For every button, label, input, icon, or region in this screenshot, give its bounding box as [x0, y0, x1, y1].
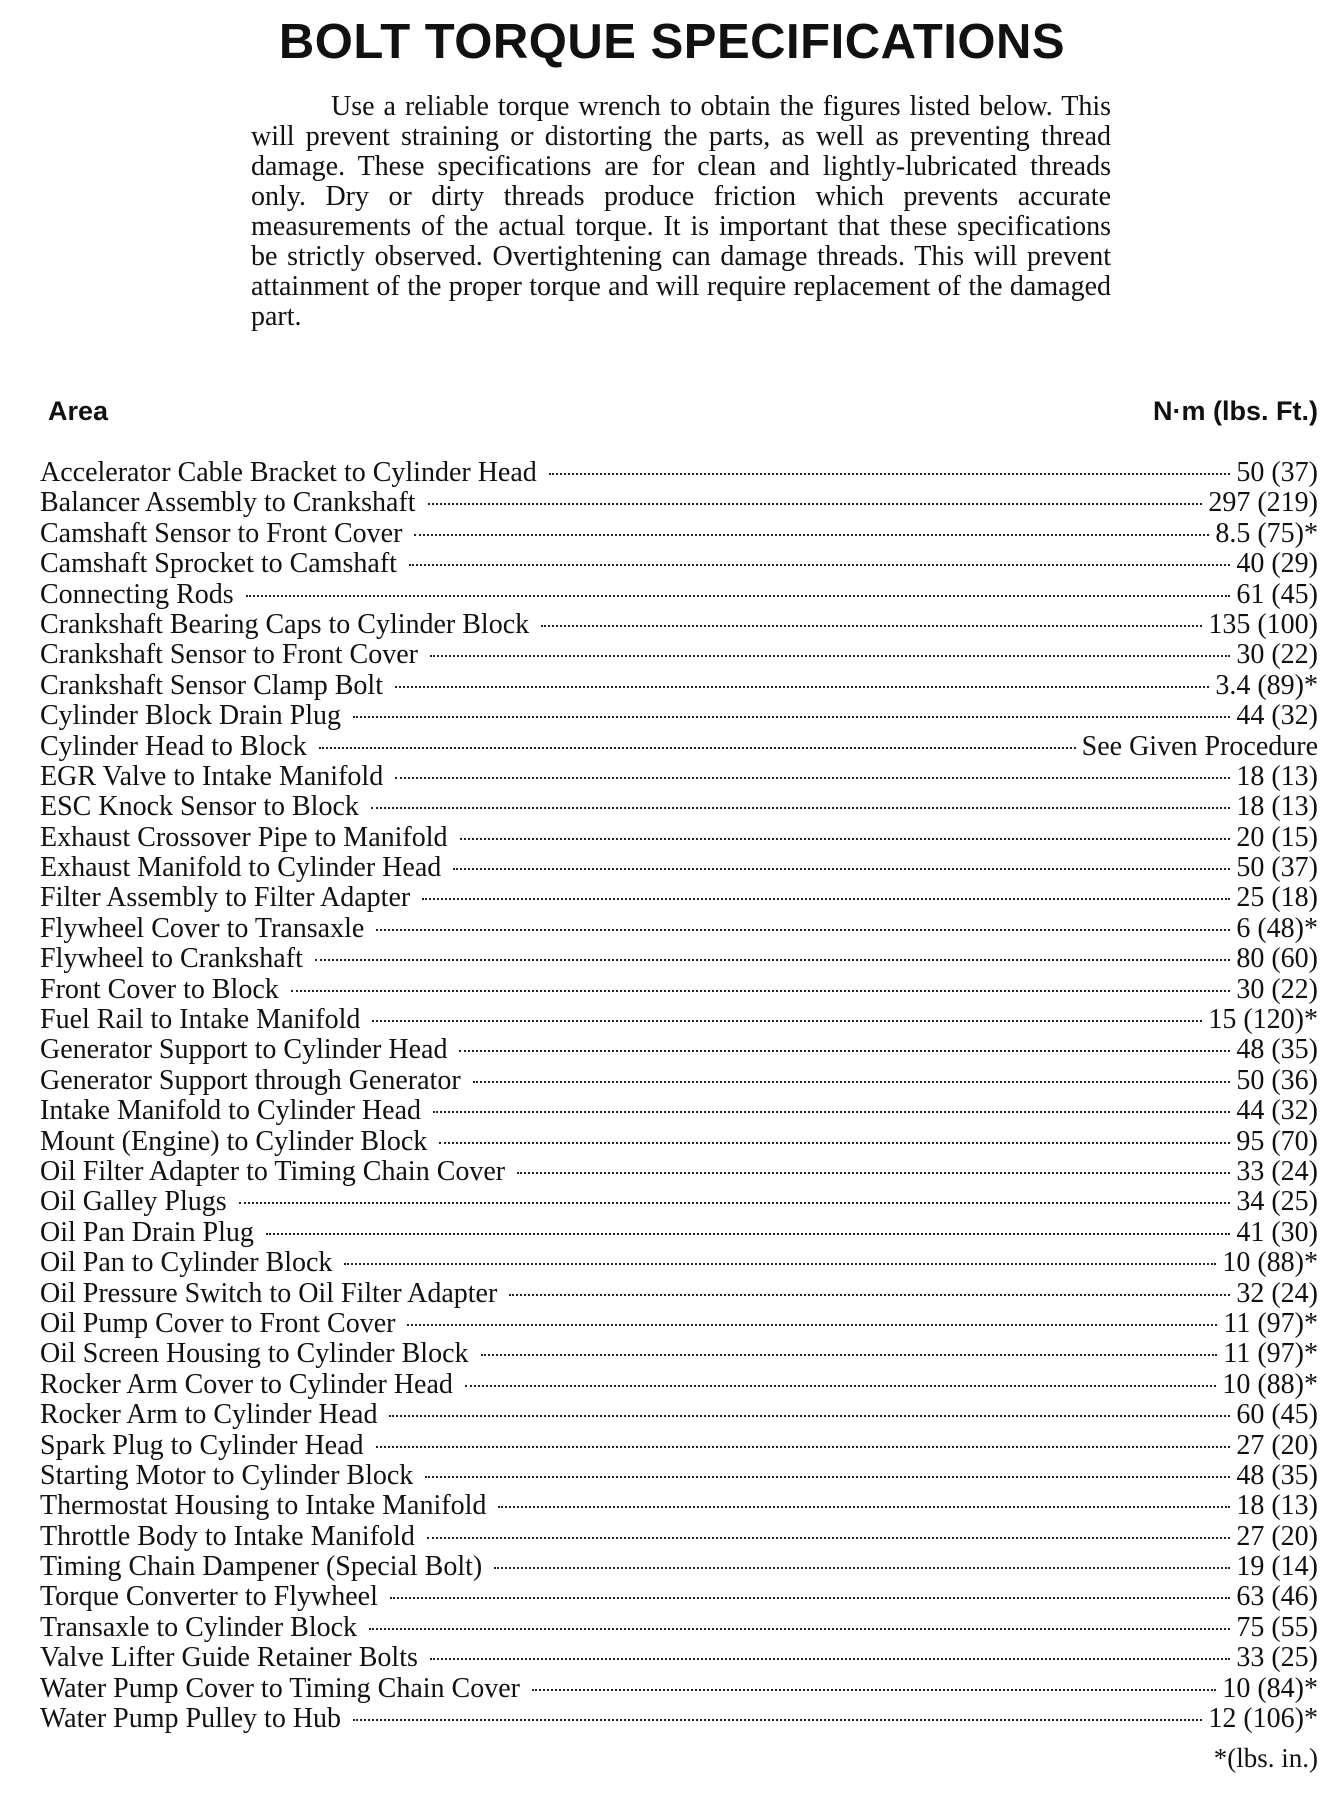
spec-area: Valve Lifter Guide Retainer Bolts: [40, 1642, 418, 1674]
spec-torque: 60 (45): [1236, 1399, 1318, 1431]
spec-area: Intake Manifold to Cylinder Head: [40, 1095, 422, 1127]
dot-leader: [390, 1597, 1230, 1599]
units-column-header: N·m (lbs. Ft.): [1153, 396, 1318, 426]
spec-torque: 63 (46): [1236, 1581, 1318, 1613]
spec-area: Thermostat Housing to Intake Manifold: [40, 1490, 487, 1522]
spec-row: [40, 883, 1318, 913]
spec-torque: 19 (14): [1236, 1551, 1318, 1583]
dot-leader: [239, 1202, 1231, 1204]
dot-leader: [430, 655, 1230, 657]
spec-row: [40, 1066, 1318, 1096]
spec-torque: 135 (100): [1208, 608, 1318, 640]
spec-torque: 33 (24): [1236, 1155, 1318, 1187]
spec-row: [40, 1218, 1318, 1248]
spec-torque: 8.5 (75)*: [1215, 517, 1318, 549]
spec-torque: 50 (36): [1236, 1064, 1318, 1096]
spec-torque: 41 (30): [1236, 1216, 1318, 1248]
spec-area: Generator Support through Generator: [40, 1064, 461, 1096]
spec-torque: 40 (29): [1236, 548, 1318, 580]
dot-leader: [532, 1689, 1216, 1691]
spec-torque: 33 (25): [1236, 1642, 1318, 1674]
dot-leader: [498, 1506, 1230, 1508]
spec-area: Accelerator Cable Bracket to Cylinder Head: [40, 457, 537, 488]
spec-torque: 48 (35): [1236, 1459, 1318, 1491]
spec-row: [40, 853, 1318, 883]
spec-row: [40, 1187, 1318, 1217]
spec-torque: 6 (48)*: [1236, 912, 1318, 944]
dot-leader: [425, 1476, 1230, 1478]
spec-area: ESC Knock Sensor to Block: [40, 791, 359, 823]
dot-leader: [430, 1658, 1230, 1660]
spec-area: Generator Support to Cylinder Head: [40, 1034, 448, 1066]
spec-row: [40, 519, 1318, 549]
spec-area: Oil Pressure Switch to Oil Filter Adapter: [40, 1277, 498, 1309]
spec-torque: 50 (37): [1236, 852, 1318, 884]
spec-torque: 48 (35): [1236, 1034, 1318, 1066]
dot-leader: [494, 1567, 1230, 1569]
dot-leader: [459, 1050, 1230, 1052]
dot-leader: [481, 1354, 1218, 1356]
spec-area: Transaxle to Cylinder Block: [40, 1611, 358, 1643]
dot-leader: [407, 1324, 1217, 1326]
spec-row: [40, 671, 1318, 701]
dot-leader: [353, 716, 1230, 718]
dot-leader: [465, 1385, 1216, 1387]
spec-torque: 10 (84)*: [1222, 1672, 1318, 1704]
spec-row: [40, 1339, 1318, 1369]
spec-row: [40, 975, 1318, 1005]
spec-area: Oil Galley Plugs: [40, 1186, 227, 1218]
intro-paragraph: Use a reliable torque wrench to obtain the figures listed below. This will prevent straining or distorting the parts, as well as preventing thread damage. These specifications are for clean and lightly-lubricated threads only. Dry or dirty threads produce friction which prevents accurate measurements of the actual torque. It is important that these specifications be strictly observed. Overtightening can damage threads. This will prevent attainment of the proper torque and will require replacement of the damaged part.: [251, 91, 1111, 332]
spec-area: Cylinder Head to Block: [40, 730, 307, 762]
spec-area: Timing Chain Dampener (Special Bolt): [40, 1551, 483, 1583]
spec-torque: 11 (97)*: [1223, 1338, 1318, 1370]
dot-leader: [439, 1142, 1230, 1144]
spec-torque: 50 (37): [1236, 457, 1318, 488]
dot-leader: [389, 1415, 1230, 1417]
spec-torque: 30 (22): [1236, 973, 1318, 1005]
dot-leader: [376, 1446, 1231, 1448]
spec-row: [40, 1643, 1318, 1673]
spec-row: [40, 1005, 1318, 1035]
spec-area: Crankshaft Sensor to Front Cover: [40, 639, 418, 671]
spec-row: [40, 1461, 1318, 1491]
spec-area: Oil Pan to Cylinder Block: [40, 1247, 333, 1279]
spec-row: [40, 792, 1318, 822]
dot-leader: [369, 1628, 1230, 1630]
dot-leader: [291, 990, 1231, 992]
spec-area: Torque Converter to Flywheel: [40, 1581, 378, 1613]
spec-torque: 32 (24): [1236, 1277, 1318, 1309]
spec-row: [40, 640, 1318, 670]
dot-leader: [422, 898, 1230, 900]
spec-row: [40, 732, 1318, 762]
spec-torque: 11 (97)*: [1223, 1307, 1318, 1339]
spec-torque: 15 (120)*: [1208, 1004, 1318, 1036]
dot-leader: [315, 959, 1231, 961]
dot-leader: [395, 777, 1230, 779]
spec-area: Front Cover to Block: [40, 973, 279, 1005]
spec-torque: 30 (22): [1236, 639, 1318, 671]
spec-torque: 10 (88)*: [1222, 1368, 1318, 1400]
spec-area: Crankshaft Sensor Clamp Bolt: [40, 669, 383, 701]
spec-area: Water Pump Pulley to Hub: [40, 1703, 342, 1735]
spec-row: [40, 580, 1318, 610]
spec-torque: 18 (13): [1236, 760, 1318, 792]
spec-area: Water Pump Cover to Timing Chain Cover: [40, 1672, 520, 1704]
spec-torque: 12 (106)*: [1208, 1703, 1318, 1735]
dot-leader: [473, 1081, 1231, 1083]
spec-row: [40, 610, 1318, 640]
spec-torque: 3.4 (89)*: [1215, 669, 1318, 701]
spec-row: [40, 701, 1318, 731]
spec-area: Rocker Arm Cover to Cylinder Head: [40, 1368, 453, 1400]
dot-leader: [428, 503, 1203, 505]
dot-leader: [549, 473, 1231, 475]
spec-row: [40, 1704, 1318, 1734]
dot-leader: [371, 807, 1230, 809]
spec-area: Flywheel to Crankshaft: [40, 943, 303, 975]
spec-area: Exhaust Manifold to Cylinder Head: [40, 852, 442, 884]
spec-row: [40, 1552, 1318, 1582]
spec-row: [40, 1674, 1318, 1704]
spec-torque: 10 (88)*: [1222, 1247, 1318, 1279]
spec-row: [40, 944, 1318, 974]
spec-row: [40, 1431, 1318, 1461]
spec-row: [40, 762, 1318, 792]
spec-torque: 61 (45): [1236, 578, 1318, 610]
spec-torque: 34 (25): [1236, 1186, 1318, 1218]
dot-leader: [409, 564, 1230, 566]
dot-leader: [453, 868, 1230, 870]
spec-torque: 25 (18): [1236, 882, 1318, 914]
spec-row: [40, 458, 1318, 488]
spec-torque: See Given Procedure: [1081, 730, 1318, 762]
dot-leader: [414, 534, 1209, 536]
spec-torque: 95 (70): [1236, 1125, 1318, 1157]
spec-row: [40, 914, 1318, 944]
spec-row: [40, 1279, 1318, 1309]
spec-area: Rocker Arm to Cylinder Head: [40, 1399, 378, 1431]
spec-torque: 44 (32): [1236, 1095, 1318, 1127]
spec-torque: 75 (55): [1236, 1611, 1318, 1643]
units-footnote: *(lbs. in.): [1213, 1743, 1318, 1773]
spec-area: Spark Plug to Cylinder Head: [40, 1429, 364, 1461]
spec-area: Oil Pan Drain Plug: [40, 1216, 254, 1248]
spec-area: Filter Assembly to Filter Adapter: [40, 882, 411, 914]
spec-row: [40, 823, 1318, 853]
dot-leader: [372, 1020, 1202, 1022]
spec-row: [40, 1522, 1318, 1552]
spec-torque: 18 (13): [1236, 791, 1318, 823]
spec-area: EGR Valve to Intake Manifold: [40, 760, 384, 792]
spec-area: Cylinder Block Drain Plug: [40, 700, 341, 732]
spec-area: Throttle Body to Intake Manifold: [40, 1520, 415, 1552]
spec-row: [40, 1491, 1318, 1521]
spec-area: Oil Pump Cover to Front Cover: [40, 1307, 396, 1339]
spec-area: Mount (Engine) to Cylinder Block: [40, 1125, 428, 1157]
spec-area: Balancer Assembly to Crankshaft: [40, 487, 416, 519]
dot-leader: [246, 595, 1231, 597]
dot-leader: [344, 1263, 1216, 1265]
spec-torque: 18 (13): [1236, 1490, 1318, 1522]
dot-leader: [395, 686, 1209, 688]
spec-row: [40, 1127, 1318, 1157]
spec-row: [40, 1309, 1318, 1339]
dot-leader: [376, 929, 1230, 931]
spec-area: Camshaft Sprocket to Camshaft: [40, 548, 397, 580]
spec-area: Exhaust Crossover Pipe to Manifold: [40, 821, 448, 853]
spec-row: [40, 1035, 1318, 1065]
spec-row: [40, 1096, 1318, 1126]
spec-area: Oil Screen Housing to Cylinder Block: [40, 1338, 469, 1370]
spec-area: Starting Motor to Cylinder Block: [40, 1459, 414, 1491]
spec-area: Connecting Rods: [40, 578, 234, 610]
spec-row: [40, 1613, 1318, 1643]
spec-row: [40, 549, 1318, 579]
spec-row: [40, 1582, 1318, 1612]
dot-leader: [517, 1172, 1230, 1174]
spec-area: Fuel Rail to Intake Manifold: [40, 1004, 361, 1036]
torque-spec-list: [40, 458, 1318, 1734]
spec-row: [40, 1248, 1318, 1278]
spec-area: Crankshaft Bearing Caps to Cylinder Block: [40, 608, 530, 640]
spec-area: Camshaft Sensor to Front Cover: [40, 517, 403, 549]
area-column-header: Area: [48, 396, 109, 426]
page-title: BOLT TORQUE SPECIFICATIONS: [278, 15, 1066, 69]
dot-leader: [433, 1111, 1230, 1113]
spec-torque: 80 (60): [1236, 943, 1318, 975]
dot-leader: [541, 625, 1202, 627]
spec-area: Oil Filter Adapter to Timing Chain Cover: [40, 1155, 506, 1187]
dot-leader: [509, 1294, 1230, 1296]
spec-torque: 27 (20): [1236, 1520, 1318, 1552]
dot-leader: [460, 838, 1231, 840]
spec-area: Flywheel Cover to Transaxle: [40, 912, 365, 944]
spec-row: [40, 488, 1318, 518]
dot-leader: [353, 1719, 1202, 1721]
spec-torque: 27 (20): [1236, 1429, 1318, 1461]
spec-row: [40, 1370, 1318, 1400]
spec-torque: 20 (15): [1236, 821, 1318, 853]
dot-leader: [427, 1537, 1231, 1539]
spec-row: [40, 1157, 1318, 1187]
spec-torque: 297 (219): [1208, 487, 1318, 519]
dot-leader: [266, 1233, 1230, 1235]
spec-row: [40, 1400, 1318, 1430]
dot-leader: [319, 747, 1076, 749]
spec-torque: 44 (32): [1236, 700, 1318, 732]
